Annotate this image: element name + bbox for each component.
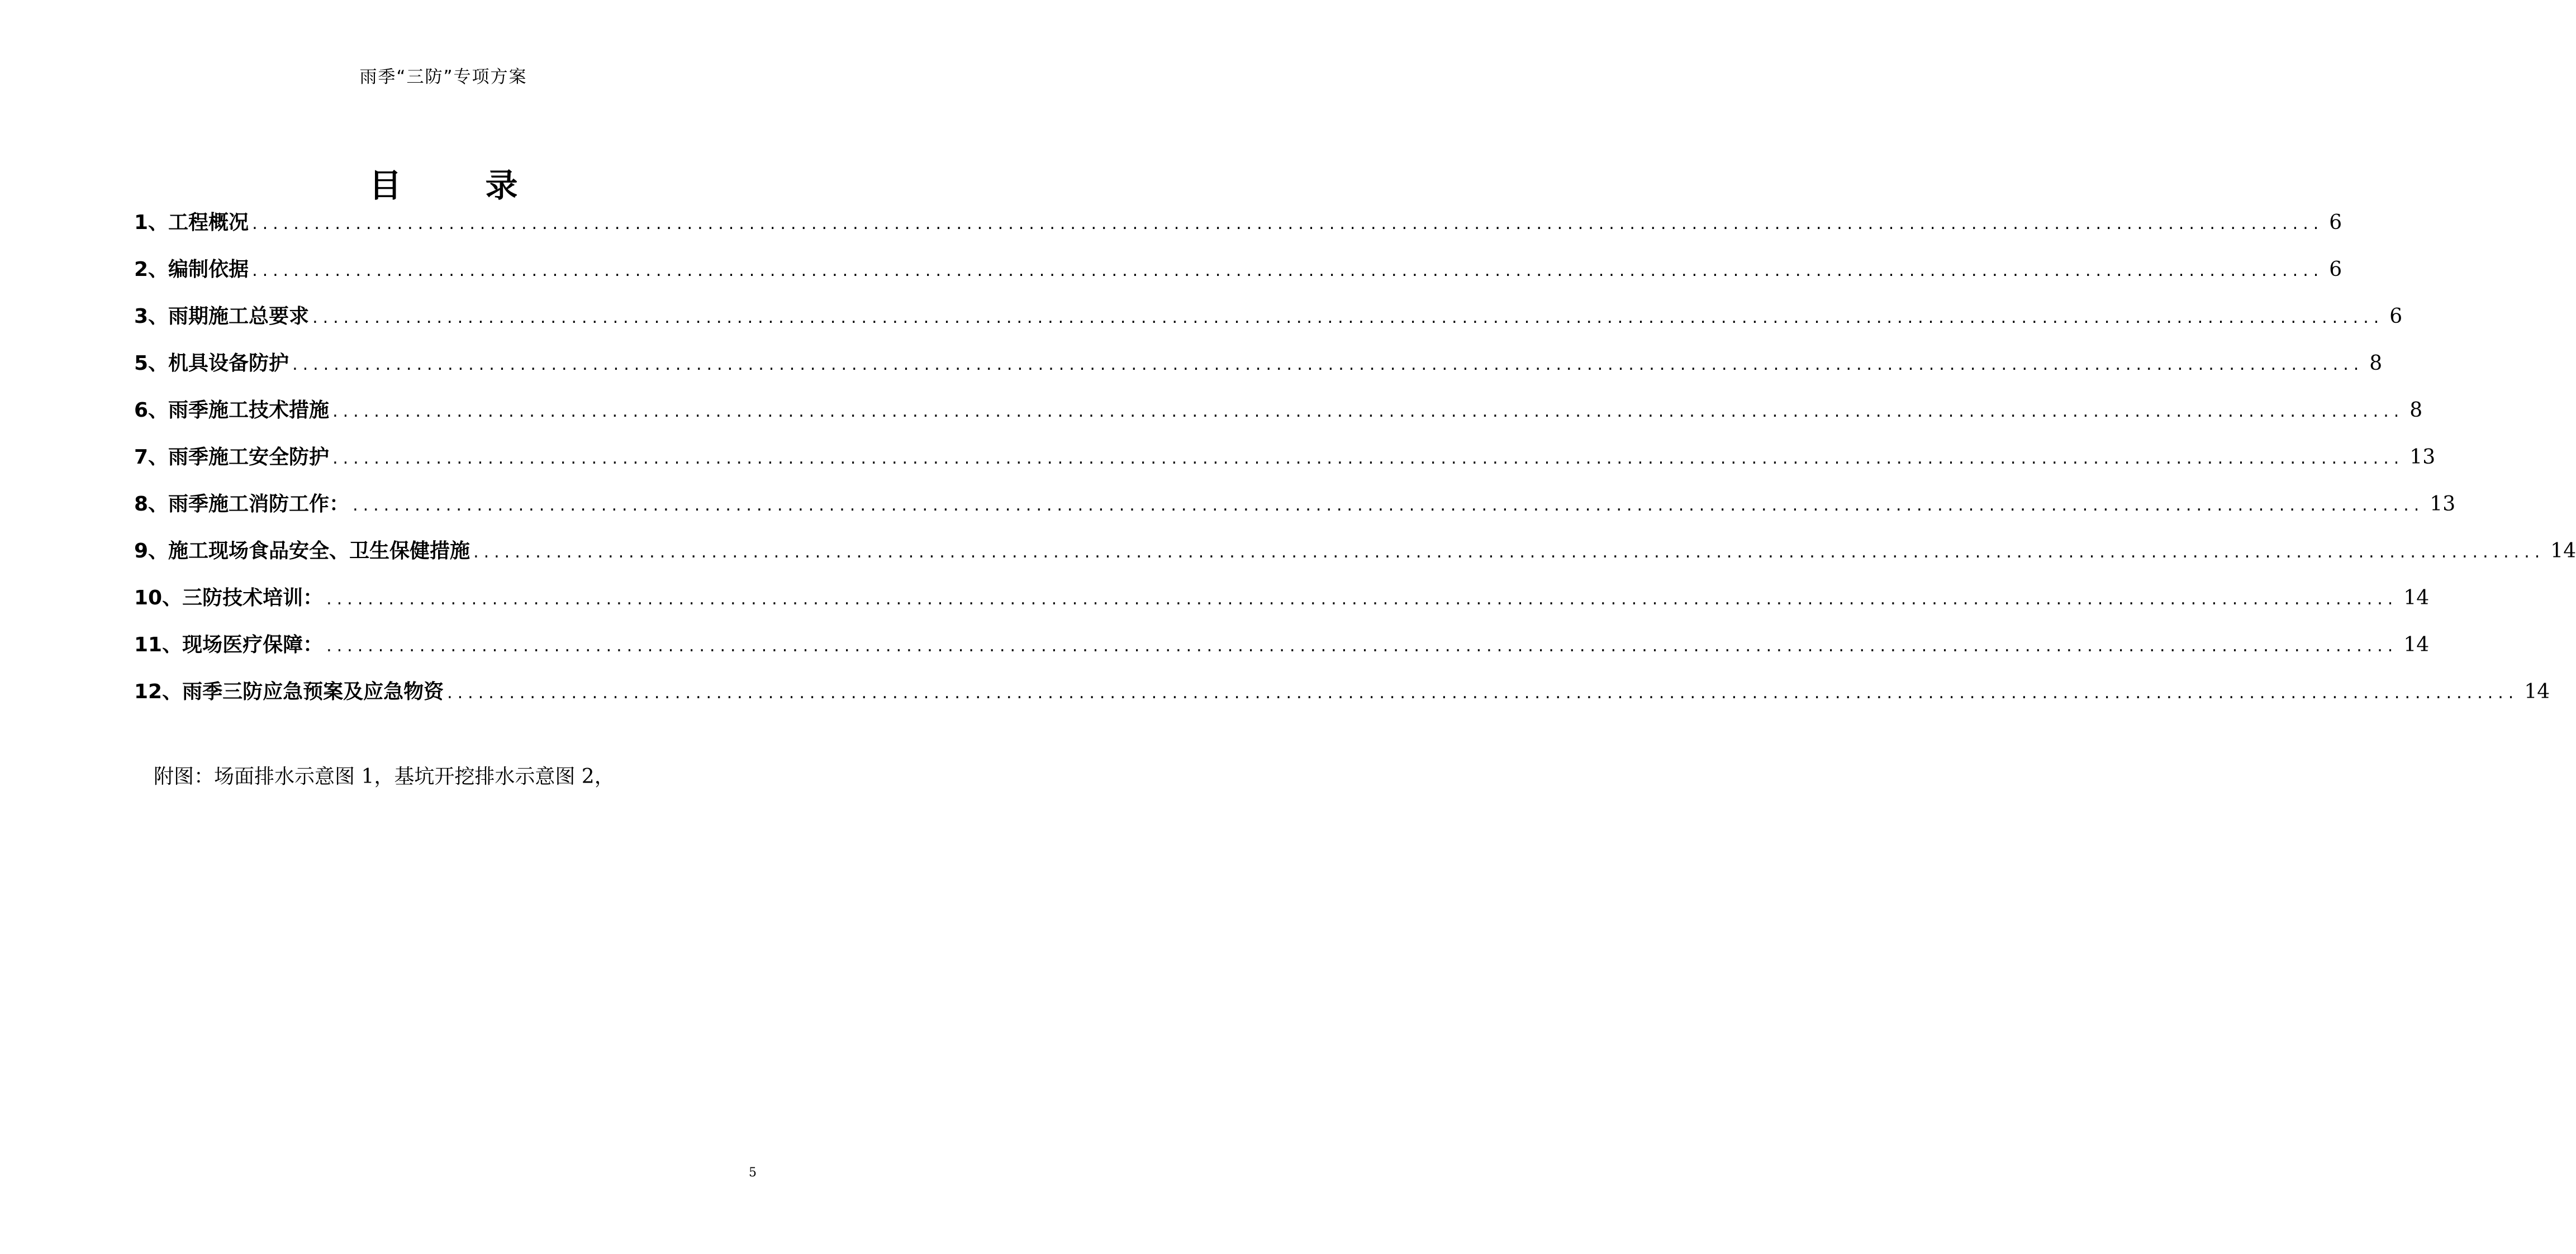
toc-entry[interactable] [134, 394, 2423, 441]
toc-entry-page: 8 [2369, 352, 2383, 375]
toc-entry-label: 3、雨期施工总要求 [134, 305, 310, 328]
toc-dot-leader: ........................................................................................................................................................................................................ [332, 449, 2404, 468]
toc-title-left: 目 [369, 166, 402, 204]
toc-entry-label: 10、三防技术培训： [134, 587, 324, 609]
toc-entry[interactable] [134, 207, 2342, 254]
toc-dot-leader: ........................................................................................................................................................................................................ [353, 495, 2425, 515]
toc-entry-page: 13 [2409, 446, 2436, 469]
toc-dot-leader: ........................................................................................................................................................................................................ [447, 683, 2519, 703]
page-number: 5 [749, 1166, 757, 1180]
toc-entry-page: 14 [2403, 633, 2430, 656]
toc-entry[interactable] [134, 676, 2550, 723]
toc-entry-label: 5、机具设备防护 [134, 352, 289, 375]
toc-entry-page: 6 [2329, 258, 2342, 281]
toc-entry-label: 2、编制依据 [134, 258, 249, 281]
toc-dot-leader: ........................................................................................................................................................................................................ [252, 214, 2324, 233]
toc-entry-label: 1、工程概况 [134, 211, 249, 234]
toc-entry-page: 8 [2409, 399, 2423, 422]
toc-entry-page: 6 [2329, 211, 2342, 234]
toc-dot-leader: ........................................................................................................................................................................................................ [473, 542, 2545, 562]
toc-entry-page: 13 [2430, 493, 2456, 516]
toc-dot-leader: ........................................................................................................................................................................................................ [332, 402, 2404, 421]
toc-entry[interactable] [134, 629, 2430, 676]
toc-entry-label: 9、施工现场食品安全、卫生保健措施 [134, 540, 470, 562]
toc-entry[interactable] [134, 301, 2403, 347]
toc-dot-leader: ........................................................................................................................................................................................................ [326, 636, 2398, 656]
toc-entry-page: 14 [2403, 587, 2430, 609]
toc-entry-label: 7、雨季施工安全防护 [134, 446, 330, 469]
toc-dot-leader: ........................................................................................................................................................................................................ [292, 355, 2364, 374]
toc-dot-leader: ........................................................................................................................................................................................................ [252, 261, 2324, 280]
toc-dot-leader: ........................................................................................................................................................................................................ [312, 308, 2384, 327]
toc-entry-page: 14 [2550, 540, 2576, 562]
toc-list [134, 207, 2576, 723]
toc-entry-page: 6 [2389, 305, 2403, 328]
toc-entry-page: 14 [2524, 680, 2550, 703]
running-header: 雨季“三防”专项方案 [359, 67, 527, 87]
toc-title [0, 159, 887, 206]
toc-entry[interactable] [134, 488, 2456, 535]
toc-entry-label: 11、现场医疗保障： [134, 633, 324, 656]
toc-entry[interactable] [134, 254, 2342, 301]
toc-dot-leader: ........................................................................................................................................................................................................ [326, 589, 2398, 609]
toc-entry[interactable] [134, 347, 2383, 394]
toc-entry-label: 6、雨季施工技术措施 [134, 399, 330, 422]
toc-entry[interactable] [134, 535, 2576, 582]
toc-entry-label: 12、雨季三防应急预案及应急物资 [134, 680, 444, 703]
toc-entry[interactable] [134, 441, 2436, 488]
toc-entry-label: 8、雨季施工消防工作： [134, 493, 350, 516]
toc-entry[interactable] [134, 582, 2430, 629]
toc-title-right: 录 [485, 166, 518, 204]
appendix-note: 附图：场面排水示意图 1，基坑开挖排水示意图 2， [154, 765, 615, 788]
